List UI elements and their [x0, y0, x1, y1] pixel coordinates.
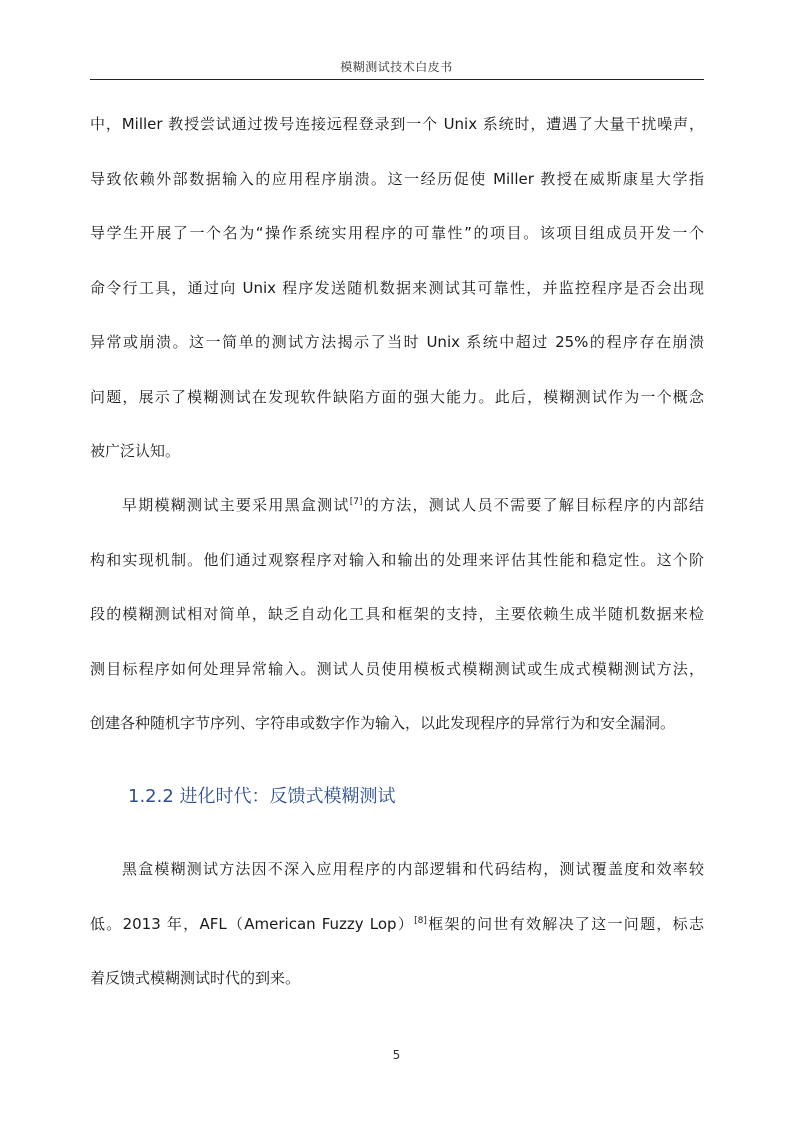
text-line: 导学生开展了一个名为“操作系统实用程序的可靠性”的项目。该项目组成员开发一个	[90, 224, 704, 242]
text-span: 低。2013 年，AFL（American Fuzzy Lop）	[90, 915, 415, 933]
text-line	[122, 494, 704, 516]
citation-ref: [8]	[414, 916, 427, 926]
text-line: 构和实现机制。他们通过观察程序对输入和输出的处理来评估其性能和稳定性。这个阶	[90, 551, 704, 569]
text-line: 黑盒模糊测试方法因不深入应用程序的内部逻辑和代码结构，测试覆盖度和效率较	[122, 860, 704, 878]
text-line: 命令行工具，通过向 Unix 程序发送随机数据来测试其可靠性，并监控程序是否会出现	[90, 279, 704, 297]
text-span: 框架的问世有效解决了这一问题，标志	[426, 915, 704, 933]
text-line: 创建各种随机字节序列、字符串或数字作为输入，以此发现程序的异常行为和安全漏洞。	[90, 714, 676, 732]
running-header: 模糊测试技术白皮书	[340, 60, 453, 74]
citation-ref: [7]	[349, 497, 363, 507]
text-line: 着反馈式模糊测试时代的到来。	[90, 969, 301, 987]
text-line: 段的模糊测试相对简单，缺乏自动化工具和框架的支持，主要依赖生成半随机数据来检	[90, 605, 704, 623]
section-heading: 1.2.2 进化时代：反馈式模糊测试	[128, 786, 396, 807]
header-divider	[90, 79, 704, 80]
text-line: 问题，展示了模糊测试在发现软件缺陷方面的强大能力。此后，模糊测试作为一个概念	[90, 388, 704, 406]
text-line: 导致依赖外部数据输入的应用程序崩溃。这一经历促使 Miller 教授在威斯康星大学指	[90, 170, 704, 188]
text-line: 被广泛认知。	[90, 442, 181, 460]
page-number: 5	[392, 1048, 401, 1062]
text-line: 异常或崩溃。这一简单的测试方法揭示了当时 Unix 系统中超过 25%的程序存在崩溃	[90, 333, 704, 351]
text-span: 的方法，测试人员不需要了解目标程序的内部结	[362, 496, 704, 514]
text-line	[90, 913, 704, 935]
text-line: 测目标程序如何处理异常输入。测试人员使用模板式模糊测试或生成式模糊测试方法，	[90, 660, 704, 678]
text-span: 早期模糊测试主要采用黑盒测试	[122, 496, 350, 514]
text-line: 中，Miller 教授尝试通过拨号连接远程登录到一个 Unix 系统时，遭遇了大量干扰噪声，	[90, 115, 704, 133]
